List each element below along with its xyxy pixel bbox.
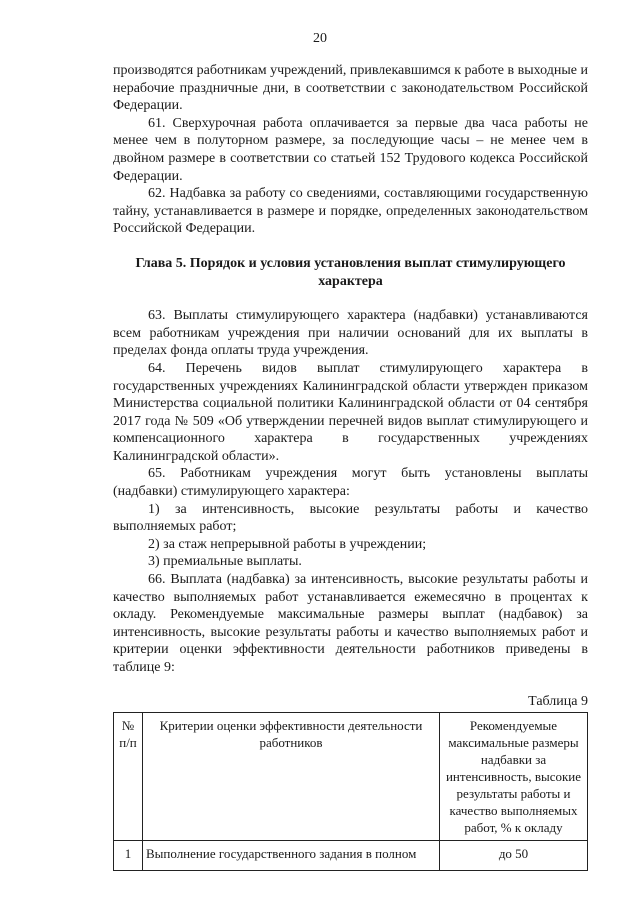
- paragraph-66: 66. Выплата (надбавка) за интенсивность, высокие результаты работы и качество выполняемых работ устанавливается ежемесячно в процентах к окладу. Рекомендуемые максимальные размеры выплат (надбавок) за интенсивность, высокие результаты работы и качество выполняемых работ и критерии оценки эффективности деятельности работников приведены в таблице 9:: [113, 572, 588, 675]
- header-rate: Рекомендуемые максимальные размеры надбавки за интенсивность, высокие результаты работы и качество выполняемых работ, % к окладу: [440, 713, 588, 841]
- cell-criteria: Выполнение государственного задания в полном: [143, 841, 440, 871]
- header-number: № п/п: [114, 713, 143, 841]
- paragraph-65: 65. Работникам учреждения могут быть установлены выплаты (надбавки) стимулирующего характера:: [113, 466, 588, 500]
- table-caption: Таблица 9: [528, 693, 588, 709]
- list-item-2: 2) за стаж непрерывной работы в учреждении;: [148, 536, 427, 552]
- paragraph-61: 61. Сверхурочная работа оплачивается за первые два часа работы не менее чем в полуторном размере, за последующие часы – не менее чем в двойном размере в соответствии со статьей 152 Трудового кодекса Российской Федерации.: [113, 115, 588, 184]
- table-header-row: [114, 713, 588, 841]
- chapter-heading: Глава 5. Порядок и условия установления выплат стимулирующего характера: [135, 255, 566, 289]
- document-body: [113, 62, 588, 871]
- list-item-3: 3) премиальные выплаты.: [148, 554, 302, 570]
- cell-rate: до 50: [440, 841, 588, 871]
- paragraph-64: 64. Перечень видов выплат стимулирующего характера в государственных учреждениях Калининградской области утвержден приказом Министерства социальной политики Калининградской области от 04 сентября 2017 года № 509 «Об утверждении перечней видов выплат стимулирующего и компенсационного характера в государственных учреждениях Калининградской области».: [113, 360, 588, 464]
- table-row: [114, 841, 588, 871]
- page-number: 20: [313, 31, 327, 46]
- list-item-1: 1) за интенсивность, высокие результаты работы и качество выполняемых работ;: [113, 501, 588, 535]
- header-criteria: Критерии оценки эффективности деятельности работников: [143, 713, 440, 841]
- paragraph-63: 63. Выплаты стимулирующего характера (надбавки) устанавливаются всем работникам учреждения при наличии оснований для их выплаты в пределах фонда оплаты труда учреждения.: [113, 308, 588, 359]
- paragraph-continuation: производятся работникам учреждений, привлекавшимся к работе в выходные и нерабочие праздничные дни, в соответствии с законодательством Российской Федерации.: [113, 63, 588, 114]
- cell-number: 1: [114, 841, 143, 871]
- paragraph-62: 62. Надбавка за работу со сведениями, составляющими государственную тайну, устанавливается в размере и порядке, определенных законодательством Российской Федерации.: [113, 186, 588, 237]
- criteria-table: [113, 712, 588, 871]
